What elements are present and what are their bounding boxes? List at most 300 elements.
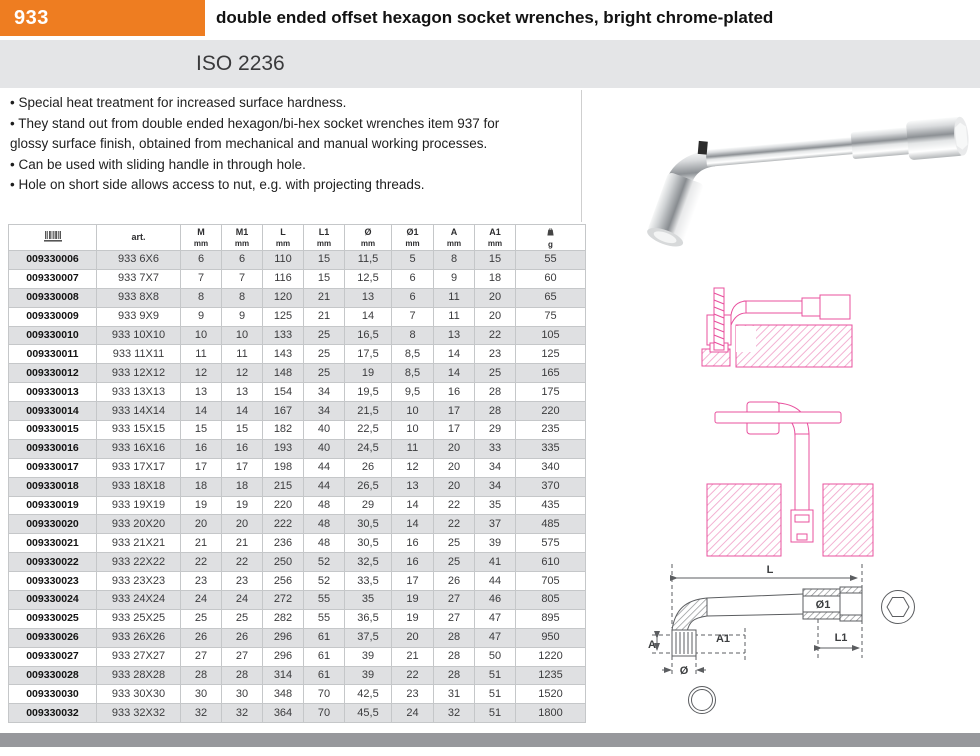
value-cell: 55 <box>516 251 586 270</box>
value-cell: 1235 <box>516 666 586 685</box>
article-cell: 933 8X8 <box>97 288 181 307</box>
article-cell: 933 11X11 <box>97 345 181 364</box>
order-code-cell: 009330026 <box>9 628 97 647</box>
article-cell: 933 24X24 <box>97 591 181 610</box>
table-row <box>9 496 586 515</box>
value-cell: 21,5 <box>345 402 392 421</box>
value-cell: 165 <box>516 364 586 383</box>
value-cell: 20 <box>222 515 263 534</box>
standard-label: ISO 2236 <box>196 52 285 75</box>
value-cell: 11 <box>181 345 222 364</box>
value-cell: 14 <box>434 345 475 364</box>
table-row <box>9 685 586 704</box>
order-code-cell: 009330009 <box>9 307 97 326</box>
value-cell: 8,5 <box>392 345 434 364</box>
weight-icon <box>546 227 555 236</box>
value-cell: 16 <box>434 383 475 402</box>
article-cell: 933 7X7 <box>97 269 181 288</box>
value-cell: 26 <box>345 458 392 477</box>
value-cell: 55 <box>304 609 345 628</box>
value-cell: 9 <box>222 307 263 326</box>
value-cell: 26,5 <box>345 477 392 496</box>
item-number: 933 <box>14 7 49 29</box>
value-cell: 13 <box>181 383 222 402</box>
value-cell: 19 <box>345 364 392 383</box>
value-cell: 70 <box>304 685 345 704</box>
item-number-badge <box>0 0 205 36</box>
value-cell: 105 <box>516 326 586 345</box>
value-cell: 27 <box>222 647 263 666</box>
table-row <box>9 345 586 364</box>
value-cell: 15 <box>222 421 263 440</box>
value-cell: 52 <box>304 572 345 591</box>
dim-label-L: L <box>766 564 774 576</box>
article-cell: 933 21X21 <box>97 534 181 553</box>
value-cell: 8,5 <box>392 364 434 383</box>
value-cell: 24,5 <box>345 439 392 458</box>
standard-band <box>0 40 980 88</box>
diagram-dimensions <box>645 558 965 728</box>
value-cell: 6 <box>222 251 263 270</box>
article-cell: 933 9X9 <box>97 307 181 326</box>
article-cell: 933 19X19 <box>97 496 181 515</box>
order-code-cell: 009330019 <box>9 496 97 515</box>
value-cell: 13 <box>345 288 392 307</box>
value-cell: 175 <box>516 383 586 402</box>
value-cell: 15 <box>475 251 516 270</box>
value-cell: 25 <box>304 345 345 364</box>
value-cell: 11 <box>434 288 475 307</box>
value-cell: 125 <box>516 345 586 364</box>
order-code-cell: 009330021 <box>9 534 97 553</box>
value-cell: 272 <box>263 591 304 610</box>
value-cell: 35 <box>475 496 516 515</box>
value-cell: 14 <box>222 402 263 421</box>
diagram-sliding-handle <box>705 398 875 563</box>
value-cell: 75 <box>516 307 586 326</box>
value-cell: 17 <box>434 421 475 440</box>
dim-label-dia1: Ø1 <box>815 599 831 611</box>
dim-label-A: A <box>648 639 656 651</box>
value-cell: 29 <box>475 421 516 440</box>
value-cell: 61 <box>304 666 345 685</box>
value-cell: 116 <box>263 269 304 288</box>
value-cell: 805 <box>516 591 586 610</box>
value-cell: 27 <box>434 609 475 628</box>
article-cell: 933 10X10 <box>97 326 181 345</box>
value-cell: 485 <box>516 515 586 534</box>
value-cell: 23 <box>181 572 222 591</box>
table-row <box>9 421 586 440</box>
table-row <box>9 288 586 307</box>
value-cell: 340 <box>516 458 586 477</box>
column-header-A: A mm <box>434 225 475 251</box>
column-header-L1: L1 mm <box>304 225 345 251</box>
value-cell: 12 <box>222 364 263 383</box>
value-cell: 34 <box>475 477 516 496</box>
value-cell: 15 <box>304 251 345 270</box>
value-cell: 23 <box>222 572 263 591</box>
order-code-cell: 009330030 <box>9 685 97 704</box>
table-row <box>9 572 586 591</box>
value-cell: 23 <box>392 685 434 704</box>
value-cell: 50 <box>475 647 516 666</box>
value-cell: 20 <box>392 628 434 647</box>
value-cell: 48 <box>304 515 345 534</box>
value-cell: 21 <box>392 647 434 666</box>
value-cell: 9 <box>181 307 222 326</box>
value-cell: 34 <box>304 402 345 421</box>
value-cell: 44 <box>475 572 516 591</box>
value-cell: 120 <box>263 288 304 307</box>
order-code-cell: 009330025 <box>9 609 97 628</box>
value-cell: 222 <box>263 515 304 534</box>
value-cell: 11 <box>434 307 475 326</box>
product-photo-wrench <box>600 90 980 275</box>
value-cell: 48 <box>304 534 345 553</box>
value-cell: 19 <box>392 591 434 610</box>
order-code-cell: 009330018 <box>9 477 97 496</box>
table-row <box>9 609 586 628</box>
value-cell: 25 <box>222 609 263 628</box>
value-cell: 39 <box>345 666 392 685</box>
value-cell: 27 <box>434 591 475 610</box>
column-header-A1: A1 mm <box>475 225 516 251</box>
value-cell: 8 <box>181 288 222 307</box>
value-cell: 17 <box>434 402 475 421</box>
value-cell: 16 <box>181 439 222 458</box>
order-code-cell: 009330015 <box>9 421 97 440</box>
value-cell: 19,5 <box>345 383 392 402</box>
value-cell: 11,5 <box>345 251 392 270</box>
value-cell: 36,5 <box>345 609 392 628</box>
value-cell: 575 <box>516 534 586 553</box>
value-cell: 15 <box>304 269 345 288</box>
value-cell: 250 <box>263 553 304 572</box>
table-row <box>9 515 586 534</box>
value-cell: 16 <box>392 534 434 553</box>
table-row <box>9 269 586 288</box>
order-code-cell: 009330014 <box>9 402 97 421</box>
value-cell: 25 <box>304 364 345 383</box>
table-body <box>9 251 586 723</box>
value-cell: 705 <box>516 572 586 591</box>
value-cell: 30 <box>181 685 222 704</box>
value-cell: 16 <box>222 439 263 458</box>
value-cell: 895 <box>516 609 586 628</box>
order-code-cell: 009330016 <box>9 439 97 458</box>
table-row <box>9 666 586 685</box>
value-cell: 220 <box>516 402 586 421</box>
value-cell: 10 <box>392 421 434 440</box>
value-cell: 435 <box>516 496 586 515</box>
value-cell: 296 <box>263 647 304 666</box>
table-row <box>9 383 586 402</box>
value-cell: 32,5 <box>345 553 392 572</box>
value-cell: 314 <box>263 666 304 685</box>
order-code-cell: 009330028 <box>9 666 97 685</box>
column-header-weight: g <box>516 225 586 251</box>
value-cell: 610 <box>516 553 586 572</box>
column-header-M1: M1 mm <box>222 225 263 251</box>
article-cell: 933 14X14 <box>97 402 181 421</box>
value-cell: 46 <box>475 591 516 610</box>
value-cell: 51 <box>475 704 516 723</box>
value-cell: 61 <box>304 647 345 666</box>
value-cell: 26 <box>434 572 475 591</box>
value-cell: 22,5 <box>345 421 392 440</box>
page-title: double ended offset hexagon socket wrenches, bright chrome-plated <box>216 8 774 27</box>
value-cell: 182 <box>263 421 304 440</box>
value-cell: 30 <box>222 685 263 704</box>
order-code-cell: 009330032 <box>9 704 97 723</box>
article-cell: 933 23X23 <box>97 572 181 591</box>
value-cell: 40 <box>304 421 345 440</box>
value-cell: 51 <box>475 685 516 704</box>
value-cell: 256 <box>263 572 304 591</box>
value-cell: 17 <box>392 572 434 591</box>
value-cell: 25 <box>181 609 222 628</box>
value-cell: 70 <box>304 704 345 723</box>
value-cell: 37,5 <box>345 628 392 647</box>
value-cell: 21 <box>304 288 345 307</box>
feature-item: • They stand out from double ended hexagon/bi-hex socket wrenches item 937 for glossy surface finish, obtained from mechanical and manual working processes. <box>10 115 500 151</box>
table-row <box>9 477 586 496</box>
article-cell: 933 20X20 <box>97 515 181 534</box>
value-cell: 1800 <box>516 704 586 723</box>
order-code-cell: 009330027 <box>9 647 97 666</box>
value-cell: 13 <box>222 383 263 402</box>
value-cell: 20 <box>434 439 475 458</box>
value-cell: 17 <box>222 458 263 477</box>
table-row <box>9 458 586 477</box>
value-cell: 28 <box>181 666 222 685</box>
value-cell: 44 <box>304 458 345 477</box>
value-cell: 167 <box>263 402 304 421</box>
value-cell: 31 <box>434 685 475 704</box>
value-cell: 18 <box>222 477 263 496</box>
value-cell: 148 <box>263 364 304 383</box>
value-cell: 9 <box>434 269 475 288</box>
value-cell: 33,5 <box>345 572 392 591</box>
value-cell: 25 <box>304 326 345 345</box>
value-cell: 29 <box>345 496 392 515</box>
value-cell: 20 <box>434 477 475 496</box>
value-cell: 236 <box>263 534 304 553</box>
value-cell: 22 <box>434 515 475 534</box>
value-cell: 18 <box>475 269 516 288</box>
table-header-row <box>9 225 586 251</box>
table-row <box>9 439 586 458</box>
table-row <box>9 251 586 270</box>
order-code-cell: 009330024 <box>9 591 97 610</box>
value-cell: 21 <box>222 534 263 553</box>
value-cell: 198 <box>263 458 304 477</box>
value-cell: 215 <box>263 477 304 496</box>
value-cell: 32 <box>222 704 263 723</box>
value-cell: 16 <box>392 553 434 572</box>
value-cell: 28 <box>434 647 475 666</box>
order-code-cell: 009330017 <box>9 458 97 477</box>
table-row <box>9 326 586 345</box>
value-cell: 37 <box>475 515 516 534</box>
value-cell: 39 <box>345 647 392 666</box>
value-cell: 17,5 <box>345 345 392 364</box>
value-cell: 26 <box>222 628 263 647</box>
order-code-cell: 009330011 <box>9 345 97 364</box>
value-cell: 1220 <box>516 647 586 666</box>
order-code-cell: 009330010 <box>9 326 97 345</box>
value-cell: 25 <box>434 534 475 553</box>
content-divider <box>581 90 582 222</box>
order-code-cell: 009330022 <box>9 553 97 572</box>
footer-bar <box>0 733 980 747</box>
table-row <box>9 704 586 723</box>
diagram-projecting-thread <box>700 285 885 380</box>
value-cell: 11 <box>222 345 263 364</box>
value-cell: 25 <box>475 364 516 383</box>
value-cell: 364 <box>263 704 304 723</box>
value-cell: 12 <box>392 458 434 477</box>
table-row <box>9 402 586 421</box>
value-cell: 8 <box>434 251 475 270</box>
value-cell: 348 <box>263 685 304 704</box>
column-header-L: L mm <box>263 225 304 251</box>
value-cell: 193 <box>263 439 304 458</box>
value-cell: 55 <box>304 591 345 610</box>
article-cell: 933 18X18 <box>97 477 181 496</box>
value-cell: 35 <box>345 591 392 610</box>
value-cell: 143 <box>263 345 304 364</box>
value-cell: 10 <box>181 326 222 345</box>
table-row <box>9 591 586 610</box>
value-cell: 7 <box>181 269 222 288</box>
value-cell: 20 <box>475 288 516 307</box>
article-cell: 933 27X27 <box>97 647 181 666</box>
value-cell: 44 <box>304 477 345 496</box>
column-header-dia: Ø mm <box>345 225 392 251</box>
value-cell: 22 <box>475 326 516 345</box>
value-cell: 335 <box>516 439 586 458</box>
dim-label-L1: L1 <box>834 632 848 644</box>
value-cell: 14 <box>434 364 475 383</box>
table-row <box>9 628 586 647</box>
article-cell: 933 13X13 <box>97 383 181 402</box>
value-cell: 370 <box>516 477 586 496</box>
value-cell: 48 <box>304 496 345 515</box>
value-cell: 7 <box>222 269 263 288</box>
value-cell: 51 <box>475 666 516 685</box>
value-cell: 24 <box>222 591 263 610</box>
value-cell: 47 <box>475 609 516 628</box>
value-cell: 33 <box>475 439 516 458</box>
value-cell: 110 <box>263 251 304 270</box>
table-row <box>9 534 586 553</box>
value-cell: 14 <box>345 307 392 326</box>
column-header-dia1: Ø1 mm <box>392 225 434 251</box>
value-cell: 282 <box>263 609 304 628</box>
order-code-cell: 009330006 <box>9 251 97 270</box>
value-cell: 30,5 <box>345 515 392 534</box>
article-cell: 933 15X15 <box>97 421 181 440</box>
value-cell: 24 <box>181 591 222 610</box>
table-row <box>9 364 586 383</box>
value-cell: 6 <box>181 251 222 270</box>
value-cell: 21 <box>304 307 345 326</box>
dim-label-A1: A1 <box>715 633 731 645</box>
value-cell: 1520 <box>516 685 586 704</box>
value-cell: 34 <box>304 383 345 402</box>
article-cell: 933 12X12 <box>97 364 181 383</box>
value-cell: 27 <box>181 647 222 666</box>
article-cell: 933 17X17 <box>97 458 181 477</box>
column-header-code <box>9 225 97 251</box>
value-cell: 8 <box>392 326 434 345</box>
feature-item: • Hole on short side allows access to nut, e.g. with projecting threads. <box>10 177 425 192</box>
value-cell: 20 <box>181 515 222 534</box>
value-cell: 14 <box>181 402 222 421</box>
table-row <box>9 553 586 572</box>
table-row <box>9 307 586 326</box>
value-cell: 20 <box>434 458 475 477</box>
article-cell: 933 30X30 <box>97 685 181 704</box>
value-cell: 10 <box>222 326 263 345</box>
value-cell: 5 <box>392 251 434 270</box>
value-cell: 6 <box>392 269 434 288</box>
article-cell: 933 25X25 <box>97 609 181 628</box>
value-cell: 16,5 <box>345 326 392 345</box>
value-cell: 7 <box>392 307 434 326</box>
article-cell: 933 32X32 <box>97 704 181 723</box>
order-code-cell: 009330020 <box>9 515 97 534</box>
feature-item: • Can be used with sliding handle in through hole. <box>10 156 306 172</box>
value-cell: 52 <box>304 553 345 572</box>
value-cell: 19 <box>392 609 434 628</box>
article-cell: 933 26X26 <box>97 628 181 647</box>
value-cell: 42,5 <box>345 685 392 704</box>
value-cell: 22 <box>392 666 434 685</box>
value-cell: 28 <box>475 383 516 402</box>
value-cell: 41 <box>475 553 516 572</box>
value-cell: 22 <box>181 553 222 572</box>
value-cell: 65 <box>516 288 586 307</box>
article-cell: 933 16X16 <box>97 439 181 458</box>
value-cell: 45,5 <box>345 704 392 723</box>
value-cell: 18 <box>181 477 222 496</box>
value-cell: 14 <box>392 515 434 534</box>
value-cell: 34 <box>475 458 516 477</box>
value-cell: 25 <box>434 553 475 572</box>
value-cell: 133 <box>263 326 304 345</box>
value-cell: 15 <box>181 421 222 440</box>
value-cell: 23 <box>475 345 516 364</box>
value-cell: 6 <box>392 288 434 307</box>
article-cell: 933 28X28 <box>97 666 181 685</box>
value-cell: 19 <box>181 496 222 515</box>
value-cell: 60 <box>516 269 586 288</box>
feature-list <box>10 93 540 196</box>
value-cell: 24 <box>392 704 434 723</box>
value-cell: 8 <box>222 288 263 307</box>
order-code-cell: 009330013 <box>9 383 97 402</box>
value-cell: 47 <box>475 628 516 647</box>
value-cell: 12 <box>181 364 222 383</box>
value-cell: 950 <box>516 628 586 647</box>
column-header-art: art. <box>97 225 181 251</box>
value-cell: 30,5 <box>345 534 392 553</box>
value-cell: 28 <box>475 402 516 421</box>
article-cell: 933 22X22 <box>97 553 181 572</box>
